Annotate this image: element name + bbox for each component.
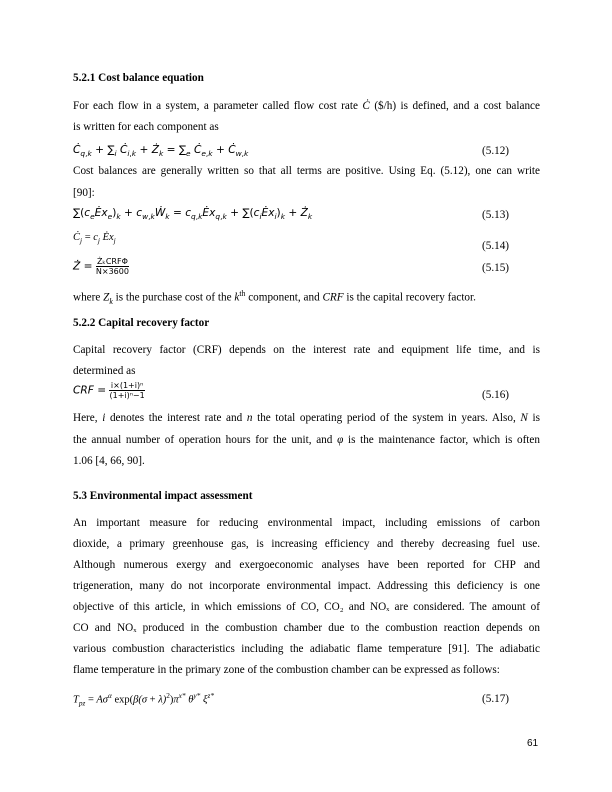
equation-number-5-16: (5.16) (482, 389, 510, 401)
page-number: 61 (527, 738, 539, 749)
paragraph-cost-rate-line-2: is written for each component as (73, 121, 219, 133)
paragraph-environment-line-7: various combustion characteristics including the adiabatic flame temperature [91]. The adiabatic (73, 643, 540, 655)
equation-number-5-15: (5.15) (482, 262, 510, 274)
equation-5-16: CRF = $\frac{\text{i×(1+i)ⁿ}}{\text{(1+i)ⁿ−1}}$ (73, 381, 145, 400)
section-heading-5-3: 5.3 Environmental impact assessment (73, 490, 253, 502)
paragraph-environment-line-4: trigeneration, many do not incorporate environmental impact. Addressing this deficiency is one (73, 580, 540, 592)
equation-5-13: $\sum(c_eĖx_e)_k$ + $c_{w,k}Ẇ_k$ = $c_{q,k}Ėx_{q,k}$ + $\sum(c_iĖx_i)_k$ + $Ż_k$ (73, 207, 313, 222)
equation-5-16-denominator: (1+i)ⁿ−1 (109, 391, 145, 400)
paragraph-purchase-cost: where $Z_k$ is the purchase cost of the $k^{th}$ component, and CRF is the capital recovery factor. (73, 289, 476, 306)
equation-5-15-denominator: N×3600 (95, 267, 129, 276)
paragraph-environment-line-6: CO and NOₓ produced in the combustion chamber due to the combustion reaction depends on (73, 622, 540, 634)
equation-number-5-12: (5.12) (482, 145, 510, 157)
paragraph-interest-line-2: the annual number of operation hours for the unit, and φ is the maintenance factor, which is often (73, 434, 540, 446)
paragraph-cost-rate-line-1: For each flow in a system, a parameter called flow cost rate Ċ ($/h) is defined, and a cost balance (73, 100, 540, 112)
paragraph-environment-line-1: An important measure for reducing environmental impact, including emissions of carbon (73, 517, 540, 529)
paragraph-interest-line-3: 1.06 [4, 66, 90]. (73, 455, 145, 467)
paragraph-environment-line-5: objective of this article, in which emissions of CO, CO₂ and NOₓ are considered. The amount of (73, 601, 540, 613)
paragraph-environment-line-3: Although numerous exergy and exergoeconomic analyses have been reported for CHP and (73, 559, 540, 571)
equation-number-5-14: (5.14) (482, 240, 510, 252)
paragraph-environment-line-2: dioxide, a primary greenhouse gas, is increasing efficiency and thereby decreasing fuel use. (73, 538, 540, 550)
section-heading-5-2-2: 5.2.2 Capital recovery factor (73, 317, 210, 329)
paragraph-cost-balance-line-2: [90]: (73, 187, 95, 199)
equation-number-5-17: (5.17) (482, 693, 510, 705)
equation-5-14: $Ċ_j = c_j$ $Ėx_j$ (73, 232, 116, 246)
section-heading-5-2-1: 5.2.1 Cost balance equation (73, 72, 204, 84)
equation-number-5-13: (5.13) (482, 209, 510, 221)
paragraph-interest-line-1: Here, i denotes the interest rate and n the total operating period of the system in years. Also, N is (73, 412, 540, 424)
paragraph-crf-line-1: Capital recovery factor (CRF) depends on the interest rate and equipment life time, and is (73, 344, 540, 356)
paragraph-crf-line-2: determined as (73, 365, 136, 377)
equation-5-15: Ż = $\frac{\text{ŻₖCRFΦ}}{N\times 3600}$ (73, 257, 129, 276)
paragraph-cost-balance-line-1: Cost balances are generally written so that all terms are positive. Using Eq. (5.12), one can write (73, 165, 540, 177)
equation-5-12: $Ċ_{q,k} + \sum_i$ $Ċ_{i,k}$ + $Ż_k = \sum_e$ $Ċ_{e,k}$ + $Ċ_{w,k}$ (73, 144, 249, 159)
equation-5-17: $T_{pz} = A\sigma^\alpha$ $\exp(\beta(\sigma + \lambda)^2)\pi^{x*}$ $\theta^{y*}$ $\xi^{z*}$ (73, 691, 214, 708)
equation-5-15-numerator: ŻₖCRFΦ (96, 257, 128, 266)
paragraph-environment-line-8: flame temperature in the primary zone of the combustion chamber can be expressed as follows: (73, 664, 500, 676)
equation-5-16-numerator: i×(1+i)ⁿ (110, 381, 144, 390)
